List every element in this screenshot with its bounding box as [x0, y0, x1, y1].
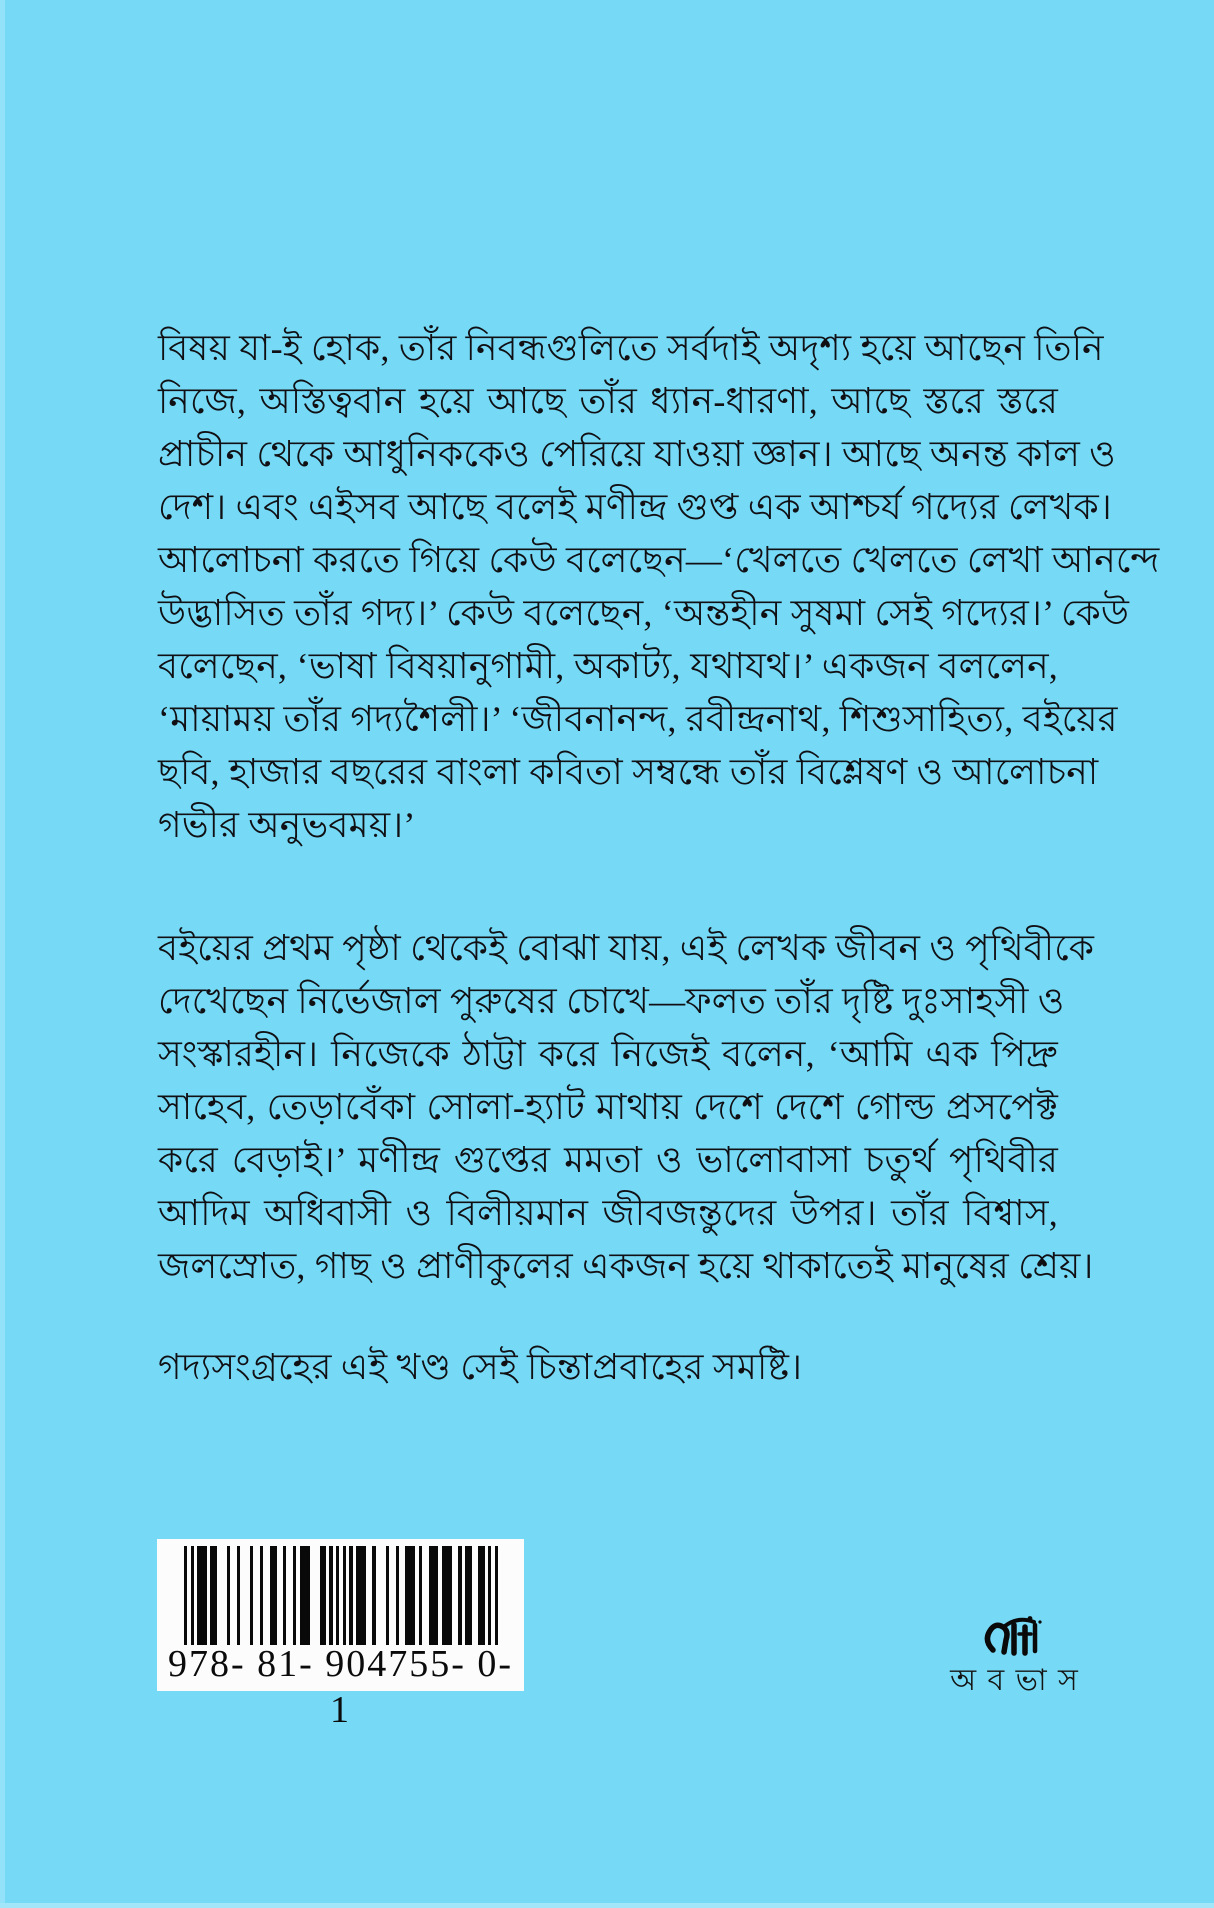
- text-line: করে বেড়াই।’ মণীন্দ্র গুপ্তের মমতা ও ভালোবাসা চতুর্থ পৃথিবীর: [158, 1140, 1058, 1180]
- text-line: ছবি, হাজার বছরের বাংলা কবিতা সম্বন্ধে তাঁর বিশ্লেষণ ও আলোচনা: [158, 752, 1099, 792]
- isbn-number: 978- 81- 904755- 0- 1: [167, 1643, 514, 1731]
- text-line: আলোচনা করতে গিয়ে কেউ বলেছেন—‘খেলতে খেলতে লেখা আনন্দে: [158, 540, 1160, 580]
- blurb-paragraph-1: [158, 322, 1160, 852]
- text-line: আদিম অধিবাসী ও বিলীয়মান জীবজন্তুদের উপর। তাঁর বিশ্বাস,: [158, 1193, 1058, 1233]
- text-line: নিজে, অস্তিত্ববান হয়ে আছে তাঁর ধ্যান-ধারণা, আছে স্তরে স্তরে: [158, 381, 1058, 421]
- text-line: উদ্ভাসিত তাঁর গদ্য।’ কেউ বলেছেন, ‘অন্তহীন সুষমা সেই গদ্যের।’ কেউ: [158, 593, 1130, 633]
- publisher-logo-icon: [982, 1614, 1046, 1662]
- text-line: বইয়ের প্রথম পৃষ্ঠা থেকেই বোঝা যায়, এই লেখক জীবন ও পৃথিবীকে: [158, 928, 1095, 968]
- publisher-name: অবভাস: [950, 1664, 1090, 1697]
- publisher-block: [948, 1614, 1090, 1698]
- text-line: প্রাচীন থেকে আধুনিককেও পেরিয়ে যাওয়া জ্ঞান। আছে অনন্ত কাল ও: [158, 434, 1116, 474]
- text-line: ‘মায়াময় তাঁর গদ্যশৈলী।’ ‘জীবনানন্দ, রবীন্দ্রনাথ, শিশুসাহিত্য, বইয়ের: [158, 699, 1118, 739]
- text-line: সংস্কারহীন। নিজেকে ঠাট্টা করে নিজেই বলেন, ‘আমি এক পিদ্রু: [158, 1034, 1058, 1074]
- text-line: সাহেব, তেড়াবেঁকা সোলা-হ্যাট মাথায় দেশে দেশে গোল্ড প্রসপেক্ট: [158, 1087, 1058, 1127]
- text-line: গদ্যসংগ্রহের এই খণ্ড সেই চিন্তাপ্রবাহের সমষ্টি।: [158, 1347, 803, 1387]
- cover-bottom-edge: [0, 1903, 1214, 1908]
- cover-left-edge: [0, 0, 5, 1908]
- text-line: দেশ। এবং এইসব আছে বলেই মণীন্দ্র গুপ্ত এক আশ্চর্য গদ্যের লেখক।: [158, 487, 1112, 527]
- text-line: গভীর অনুভবময়।’: [158, 805, 416, 845]
- blurb-paragraph-2: [158, 922, 1095, 1293]
- text-line: বলেছেন, ‘ভাষা বিষয়ানুগামী, অকাট্য, যথাযথ।’ একজন বললেন,: [158, 646, 1058, 686]
- text-line: বিষয় যা-ই হোক, তাঁর নিবন্ধগুলিতে সর্বদাই অদৃশ্য হয়ে আছেন তিনি: [158, 328, 1104, 368]
- isbn-barcode-panel: [157, 1539, 524, 1731]
- text-line: দেখেছেন নির্ভেজাল পুরুষের চোখে—ফলত তাঁর দৃষ্টি দুঃসাহসী ও: [158, 981, 1065, 1021]
- barcode-bars: [184, 1546, 498, 1645]
- text-line: জলস্রোত, গাছ ও প্রাণীকুলের একজন হয়ে থাকাতেই মানুষের শ্রেয়।: [158, 1246, 1094, 1286]
- blurb-paragraph-3: [158, 1341, 1058, 1394]
